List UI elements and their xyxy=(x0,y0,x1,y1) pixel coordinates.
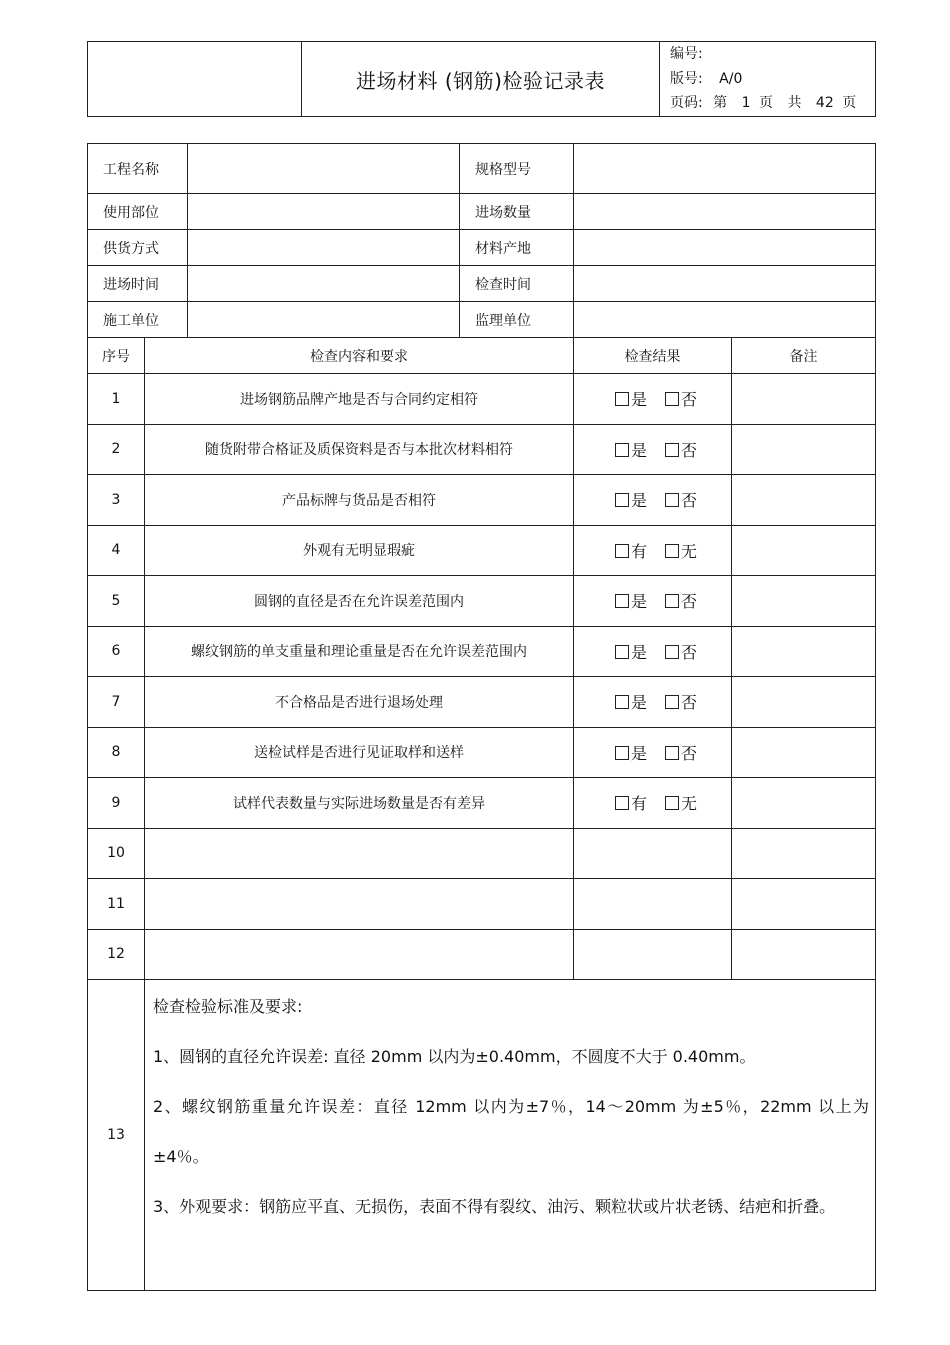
document-header xyxy=(87,41,876,117)
info-label: 监理单位 xyxy=(460,302,574,338)
row-number: 8 xyxy=(88,727,145,778)
result-cell[interactable] xyxy=(574,879,732,930)
remark-cell[interactable] xyxy=(732,626,876,677)
checkbox-icon[interactable] xyxy=(615,544,629,558)
origin-field[interactable] xyxy=(574,230,876,266)
option-label: 无 xyxy=(681,541,698,561)
inspection-time-field[interactable] xyxy=(574,266,876,302)
option-label: 否 xyxy=(681,642,698,662)
version-label: 版号: xyxy=(670,70,703,87)
table-row xyxy=(88,576,876,627)
check-item: 螺纹钢筋的单支重量和理论重量是否在允许误差范围内 xyxy=(145,626,574,677)
info-label: 材料产地 xyxy=(460,230,574,266)
remark-cell[interactable] xyxy=(732,576,876,627)
project-info-table xyxy=(87,143,876,338)
checkbox-icon[interactable] xyxy=(665,443,679,457)
info-label: 工程名称 xyxy=(88,144,188,194)
option-label: 是 xyxy=(631,592,648,612)
info-row xyxy=(88,194,876,230)
check-item: 产品标牌与货品是否相符 xyxy=(145,475,574,526)
check-item: 进场钢筋品牌产地是否与合同约定相符 xyxy=(145,374,574,425)
row-number: 2 xyxy=(88,424,145,475)
row-number: 10 xyxy=(88,828,145,879)
result-cell xyxy=(574,475,732,526)
info-label: 检查时间 xyxy=(460,266,574,302)
row-number: 9 xyxy=(88,778,145,829)
page-unit: 页 xyxy=(759,95,773,112)
version-value: A/0 xyxy=(719,70,743,87)
table-row xyxy=(88,424,876,475)
option-label: 否 xyxy=(681,440,698,460)
check-item[interactable] xyxy=(145,828,574,879)
info-row xyxy=(88,230,876,266)
checkbox-icon[interactable] xyxy=(665,544,679,558)
check-item[interactable] xyxy=(145,879,574,930)
standards-row xyxy=(88,980,876,1291)
check-item: 圆钢的直径是否在允许误差范围内 xyxy=(145,576,574,627)
result-cell xyxy=(574,626,732,677)
checkbox-icon[interactable] xyxy=(615,594,629,608)
info-row xyxy=(88,144,876,194)
option-label: 是 xyxy=(631,390,648,410)
info-label: 施工单位 xyxy=(88,302,188,338)
option-label: 是 xyxy=(631,743,648,763)
supply-method-field[interactable] xyxy=(188,230,460,266)
table-row xyxy=(88,626,876,677)
row-number: 1 xyxy=(88,374,145,425)
empty-row xyxy=(88,929,876,980)
row-number: 7 xyxy=(88,677,145,728)
result-cell[interactable] xyxy=(574,828,732,879)
row-number: 5 xyxy=(88,576,145,627)
document-title: 进场材料 (钢筋)检验记录表 xyxy=(302,42,660,117)
result-cell xyxy=(574,727,732,778)
remark-cell[interactable] xyxy=(732,828,876,879)
table-row xyxy=(88,677,876,728)
inspection-table xyxy=(87,337,876,1291)
option-label: 无 xyxy=(681,794,698,814)
code-line xyxy=(670,42,875,67)
option-label: 是 xyxy=(631,491,648,511)
entry-time-field[interactable] xyxy=(188,266,460,302)
info-label: 进场时间 xyxy=(88,266,188,302)
result-cell xyxy=(574,424,732,475)
checkbox-icon[interactable] xyxy=(615,796,629,810)
spec-model-field[interactable] xyxy=(574,144,876,194)
result-cell xyxy=(574,576,732,627)
col-header-no: 序号 xyxy=(88,338,145,374)
usage-location-field[interactable] xyxy=(188,194,460,230)
result-cell xyxy=(574,525,732,576)
result-cell xyxy=(574,677,732,728)
remark-cell[interactable] xyxy=(732,778,876,829)
option-label: 否 xyxy=(681,390,698,410)
checkbox-icon[interactable] xyxy=(665,392,679,406)
remark-cell[interactable] xyxy=(732,525,876,576)
option-label: 否 xyxy=(681,693,698,713)
option-label: 是 xyxy=(631,440,648,460)
table-row xyxy=(88,525,876,576)
col-header-remark: 备注 xyxy=(732,338,876,374)
page-current: 1 xyxy=(741,95,751,112)
table-row xyxy=(88,778,876,829)
page-total-prefix: 共 xyxy=(787,95,802,112)
remark-cell[interactable] xyxy=(732,879,876,930)
checkbox-icon[interactable] xyxy=(615,493,629,507)
row-number: 13 xyxy=(88,980,145,1291)
result-cell xyxy=(574,374,732,425)
row-number: 11 xyxy=(88,879,145,930)
logo-cell xyxy=(88,42,302,117)
checkbox-icon[interactable] xyxy=(615,392,629,406)
info-label: 使用部位 xyxy=(88,194,188,230)
table-row xyxy=(88,475,876,526)
info-row xyxy=(88,266,876,302)
row-number: 6 xyxy=(88,626,145,677)
row-number: 4 xyxy=(88,525,145,576)
remark-cell[interactable] xyxy=(732,424,876,475)
check-item: 不合格品是否进行退场处理 xyxy=(145,677,574,728)
version-line xyxy=(670,67,875,92)
table-row xyxy=(88,374,876,425)
option-label: 否 xyxy=(681,743,698,763)
construction-unit-field[interactable] xyxy=(188,302,460,338)
info-label: 规格型号 xyxy=(460,144,574,194)
check-item[interactable] xyxy=(145,929,574,980)
result-cell xyxy=(574,778,732,829)
option-label: 有 xyxy=(631,794,648,814)
standard-item-3: 3、外观要求：钢筋应平直、无损伤，表面不得有裂纹、油污、颗粒状或片状老锈、结疤和折叠。 xyxy=(153,1197,836,1216)
check-item: 送检试样是否进行见证取样和送样 xyxy=(145,727,574,778)
remark-cell[interactable] xyxy=(732,475,876,526)
check-item: 外观有无明显瑕疵 xyxy=(145,525,574,576)
page-label: 页码: xyxy=(670,95,703,112)
standards-content xyxy=(145,980,876,1291)
remark-cell[interactable] xyxy=(732,727,876,778)
checkbox-icon[interactable] xyxy=(665,796,679,810)
checkbox-icon[interactable] xyxy=(665,645,679,659)
checkbox-icon[interactable] xyxy=(665,695,679,709)
empty-row xyxy=(88,879,876,930)
project-name-field[interactable] xyxy=(188,144,460,194)
col-header-result: 检查结果 xyxy=(574,338,732,374)
remark-cell[interactable] xyxy=(732,677,876,728)
option-label: 否 xyxy=(681,592,698,612)
check-item: 随货附带合格证及质保资料是否与本批次材料相符 xyxy=(145,424,574,475)
option-label: 否 xyxy=(681,491,698,511)
option-label: 有 xyxy=(631,541,648,561)
document-meta xyxy=(660,42,876,117)
standard-item-2: 2、螺纹钢筋重量允许误差：直径 12mm 以内为±7％，14～20mm 为±5％，22mm 以上为±4％。 xyxy=(153,1097,869,1166)
info-label: 供货方式 xyxy=(88,230,188,266)
standards-title: 检查检验标准及要求: xyxy=(153,997,303,1016)
standard-item-1: 1、圆钢的直径允许误差: 直径 20mm 以内为±0.40mm，不圆度不大于 0.40mm。 xyxy=(153,1047,756,1066)
checkbox-icon[interactable] xyxy=(665,493,679,507)
remark-cell[interactable] xyxy=(732,374,876,425)
result-cell[interactable] xyxy=(574,929,732,980)
col-header-content: 检查内容和要求 xyxy=(145,338,574,374)
table-row xyxy=(88,727,876,778)
checkbox-icon[interactable] xyxy=(665,746,679,760)
checkbox-icon[interactable] xyxy=(615,443,629,457)
row-number: 3 xyxy=(88,475,145,526)
page-line xyxy=(670,91,875,116)
info-label: 进场数量 xyxy=(460,194,574,230)
checkbox-icon[interactable] xyxy=(615,746,629,760)
supervision-unit-field[interactable] xyxy=(574,302,876,338)
page-prefix: 第 xyxy=(713,95,728,112)
row-number: 12 xyxy=(88,929,145,980)
option-label: 是 xyxy=(631,642,648,662)
option-label: 是 xyxy=(631,693,648,713)
check-item: 试样代表数量与实际进场数量是否有差异 xyxy=(145,778,574,829)
table-header-row xyxy=(88,338,876,374)
checkbox-icon[interactable] xyxy=(615,695,629,709)
code-label: 编号: xyxy=(670,46,703,63)
remark-cell[interactable] xyxy=(732,929,876,980)
info-row xyxy=(88,302,876,338)
checkbox-icon[interactable] xyxy=(665,594,679,608)
quantity-field[interactable] xyxy=(574,194,876,230)
page-total-unit: 页 xyxy=(842,95,857,112)
checkbox-icon[interactable] xyxy=(615,645,629,659)
empty-row xyxy=(88,828,876,879)
page-total: 42 xyxy=(815,95,834,112)
